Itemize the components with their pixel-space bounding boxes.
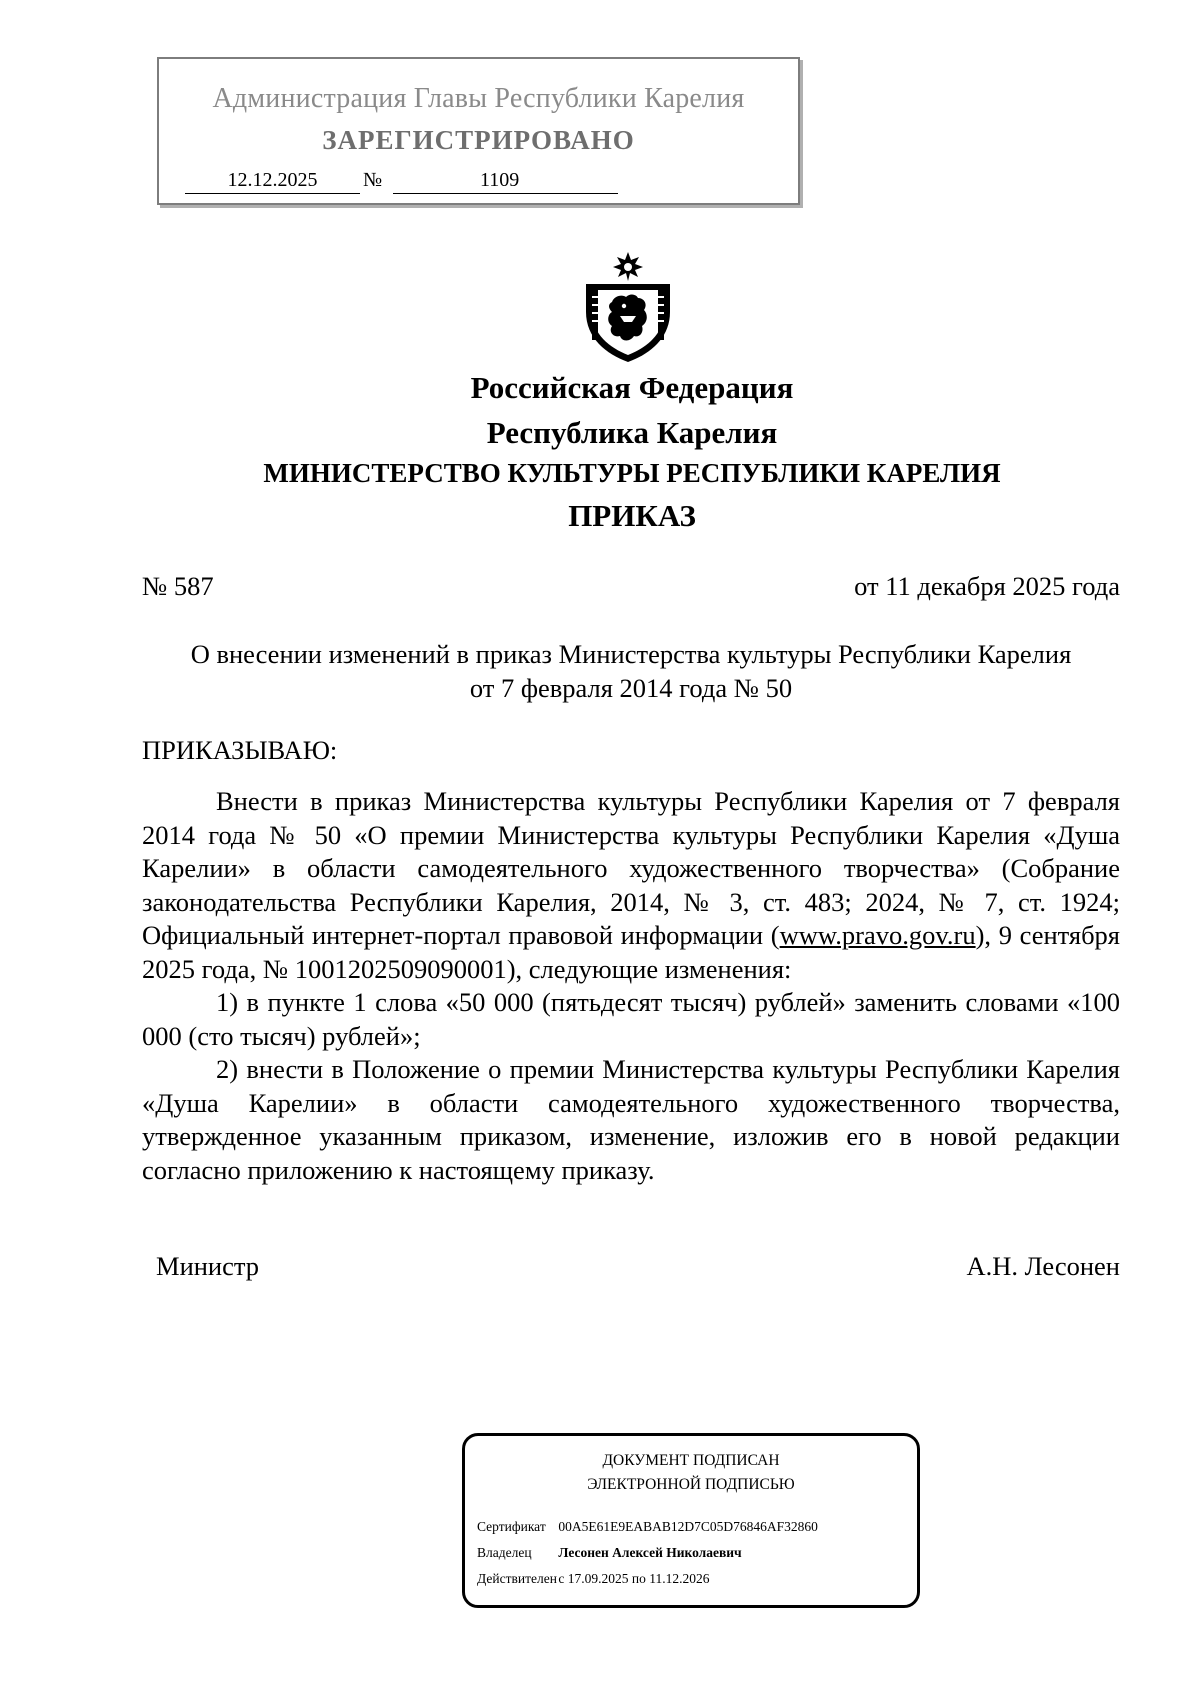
signatory-name: А.Н. Лесонен (966, 1251, 1120, 1281)
esig-certificate-row (477, 1519, 818, 1535)
order-verb: ПРИКАЗЫВАЮ: (142, 735, 338, 765)
body-paragraph-1-text: Внести в приказ Министерства культуры Республики Карелия от 7 февраля 2014 года № 50 «О премии Министерства культуры Республики Карелия «Душа Карелии» в области самодеятельного художественного творчества» (Собрание законодательства Республики Карелия, 2014, № 3, ст. 483; 2024, № 7, ст. 1924; Официальный интернет-портал правовой информации ( (142, 786, 1120, 950)
stamp-registration-row (185, 169, 785, 197)
order-number: № 587 (142, 571, 214, 601)
body-item-2: 2) внести в Положение о премии Министерства культуры Республики Карелия «Душа Карелии» в области самодеятельного художественного творчества, утвержденное указанным приказом, изменение, изложив его в новой редакции согласно приложению к настоящему приказу. (142, 1054, 1120, 1185)
country-title: Российская Федерация (470, 370, 794, 405)
electronic-signature-stamp (462, 1433, 920, 1608)
order-body (142, 785, 1120, 1187)
order-date: от 11 декабря 2025 года (854, 571, 1120, 601)
esig-owner-row (477, 1545, 742, 1561)
esig-validity: с 17.09.2025 по 11.12.2026 (558, 1571, 710, 1586)
esig-heading-2: ЭЛЕКТРОННОЙ ПОДПИСЬЮ (587, 1476, 795, 1493)
order-subject (142, 638, 1120, 705)
order-subject-line1: О внесении изменений в приказ Министерства культуры Республики Карелия (190, 639, 1072, 669)
order-subject-line2: от 7 февраля 2014 года № 50 (469, 672, 793, 703)
body-item-1: 1) в пункте 1 слова «50 000 (пятьдесят тысяч) рублей» заменить словами «100 000 (сто тысяч) рублей»; (142, 987, 1120, 1051)
ministry-title: МИНИСТЕРСТВО КУЛЬТУРЫ РЕСПУБЛИКИ КАРЕЛИЯ (263, 458, 1001, 488)
stamp-number: 1109 (393, 169, 618, 194)
body-paragraph-1-tail: ), 9 сентября 2025 года, № 1001202509090001), следующие изменения: (142, 920, 1120, 984)
esig-heading-1: ДОКУМЕНТ ПОДПИСАН (602, 1452, 780, 1469)
registration-stamp (157, 57, 800, 205)
stamp-status: ЗАРЕГИСТРИРОВАНО (322, 125, 635, 155)
body-paragraph-1 (142, 785, 1120, 986)
stamp-date: 12.12.2025 (185, 169, 360, 194)
signatory-title: Министр (156, 1251, 260, 1281)
esig-certificate: 00A5E61E9EABAB12D7C05D76846AF32860 (558, 1519, 818, 1534)
karelia-coat-of-arms-icon (578, 250, 678, 364)
republic-title: Республика Карелия (486, 415, 778, 450)
esig-owner: Лесонен Алексей Николаевич (558, 1545, 742, 1560)
pravo-gov-link[interactable]: www.pravo.gov.ru (779, 920, 976, 950)
stamp-number-label: № (363, 169, 383, 191)
document-type-title: ПРИКАЗ (568, 498, 696, 533)
esig-owner-label: Владелец (477, 1545, 532, 1560)
esig-validity-row (477, 1571, 709, 1587)
esig-validity-label: Действителен (477, 1571, 557, 1586)
stamp-authority: Администрация Главы Республики Карелия (212, 83, 745, 114)
esig-certificate-label: Сертификат (477, 1519, 546, 1534)
